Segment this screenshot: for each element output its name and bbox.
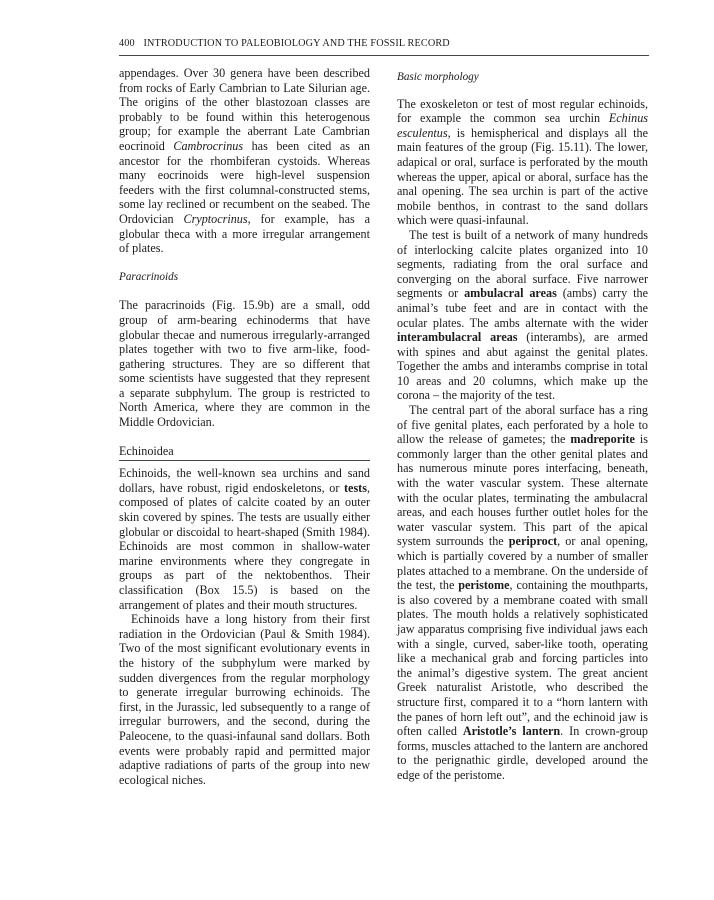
paragraph-aboral-surface <box>397 403 648 782</box>
text-run: The central part of the aboral surface has a ring of five genital plates, each perforated by a hole to allow the release of gametes; the <box>397 403 648 447</box>
text-run: has been cited as an ancestor for the rhombiferan cystoids. Whereas many eocrinoids were high-level suspension feeders with the first columnal-constructed stems, some lay reclined or recumbent on the seabed. The Ordovician <box>119 138 370 226</box>
text-run: . In crown-group forms, muscles attached to the lantern are anchored to the perignathic girdle, developed around the edge of the peristome. <box>397 724 648 782</box>
subheading-basic-morphology: Basic morphology <box>397 71 479 83</box>
subheading-paracrinoids: Paracrinoids <box>119 270 179 283</box>
paragraph-blastozoan <box>119 66 370 256</box>
paragraph-echinoids-history: Echinoids have a long history from their first radiation in the Ordovician (Paul & Smith 1984). Two of the most significant evolutionary events in the history of the subphylum were marked by sudden divergences from the regular morphology to generate irregular burrowing echinoids. The first, in the Jurassic, led subsequently to a range of irregular burrowers, and the second, during the Paleocene, to the quasi-infaunal sand dollars. Both events were probably rapid and permitted major adaptive radiations of parts of the group into new ecological niches. <box>119 612 370 787</box>
text-run: (ambs) carry the animal’s tube feet and are in contact with the ocular plates. The ambs alternate with the wider <box>397 286 648 330</box>
key-term: periproct <box>508 534 558 549</box>
text-run: , or anal opening, which is partially covered by a number of smaller plates attached to a membrane. On the underside of the test, the <box>397 534 648 593</box>
paragraph-exoskeleton <box>397 97 648 228</box>
taxon-name: Cambrocrinus <box>173 138 244 153</box>
text-run: , for example, has a globular theca with a more irregular arrangement of plates. <box>119 211 371 256</box>
right-column <box>397 66 648 783</box>
paragraph-echinoids-intro <box>119 466 370 612</box>
text-run: Echinoids, the well-known sea urchins and sand dollars, have robust, rigid endoskeletons, or <box>119 466 370 495</box>
key-term: peristome <box>458 578 510 593</box>
taxon-name: Cryptocrinus <box>183 211 248 226</box>
key-term: interambulacral areas <box>397 330 518 345</box>
section-heading-echinoidea: Echinoidea <box>119 444 370 462</box>
left-column <box>119 66 370 787</box>
text-run: , containing the mouthparts, is also covered by a membrane coated with small plates. The mouth holds a relatively sophisticated jaw apparatus comprising five individual jaws each with a single, curved, saber-like tooth, operating like a mechanical grab and forcing particles into the animal’s digestive system. The great ancient Greek naturalist Aristotle, who described the structure first, compared it to a “horn lantern with the panes of horn left out”, and the echinoid jaw is often called <box>397 578 648 739</box>
text-run: appendages. Over 30 genera have been described from rocks of Early Cambrian to Late Silurian age. The origins of the other blastozoan classes are probably to be found within this heterogenous group; for example the aberrant Late Cambrian eocrinoid <box>119 66 370 153</box>
running-header <box>119 38 649 49</box>
paragraph-paracrinoids: The paracrinoids (Fig. 15.9b) are a small, odd group of arm-bearing echinoderms that have globular thecae and numerous irregularly-arranged plates together with two to five arm-like, food-gathering structures. They are so different that some scientists have suggested that they represent a separate subphylum. The group is restricted to North America, where they are common in the Middle Ordovician. <box>119 298 370 430</box>
text-run: The exoskeleton or test of most regular echinoids, for example the common sea urchin <box>397 96 648 126</box>
text-run: is commonly larger than the other genital plates and has numerous minute pores interfacing, beneath, with the water vascular system. These alternate with the ocular plates, terminating the ambulacral areas, and each houses further outlet holes for the water vascular system. This part of the apical system surrounds the <box>397 432 648 549</box>
key-term: Aristotle’s lantern <box>462 724 561 739</box>
paragraph-test-plates <box>397 228 648 403</box>
text-run: , composed of plates of calcite coated by an outer skin covered by spines. The tests are usually either globular or discoidal to heart-shaped (Smith 1984). Echinoids are most common in shallow-water marine environments where they congregate in groups as part of the nektobenthos. Their classification (Box 15.5) is based on the arrangement of plates and their mouth structures. <box>119 480 370 612</box>
key-term: ambulacral areas <box>464 286 557 301</box>
running-title: INTRODUCTION TO PALEOBIOLOGY AND THE FOSSIL RECORD <box>143 38 450 49</box>
page-number: 400 <box>119 38 135 49</box>
text-run: The test is built of a network of many hundreds of interlocking calcite plates organized into 10 segments, radiating from the oral surface and converging on the aboral surface. Five narrower segments or <box>397 227 648 301</box>
text-run: , is hemispherical and displays all the main features of the group (Fig. 15.11). The lower, adapical or oral, surface is perforated by the mouth whereas the upper, apical or aboral, surface has the anal opening. The sea urchin is part of the active mobile benthos, in contrast to the sand dollars which were quasi-infaunal. <box>397 125 648 228</box>
taxon-name: Echinus esculentus <box>397 111 648 140</box>
text-run: (interambs), are armed with spines and abut against the genital plates. Together the ambs and interambs comprise in total 10 areas and 20 columns, which make up the corona – the majority of the test. <box>397 330 648 403</box>
key-term: tests <box>344 480 367 495</box>
key-term: madreporite <box>570 432 635 447</box>
header-rule <box>119 55 649 56</box>
